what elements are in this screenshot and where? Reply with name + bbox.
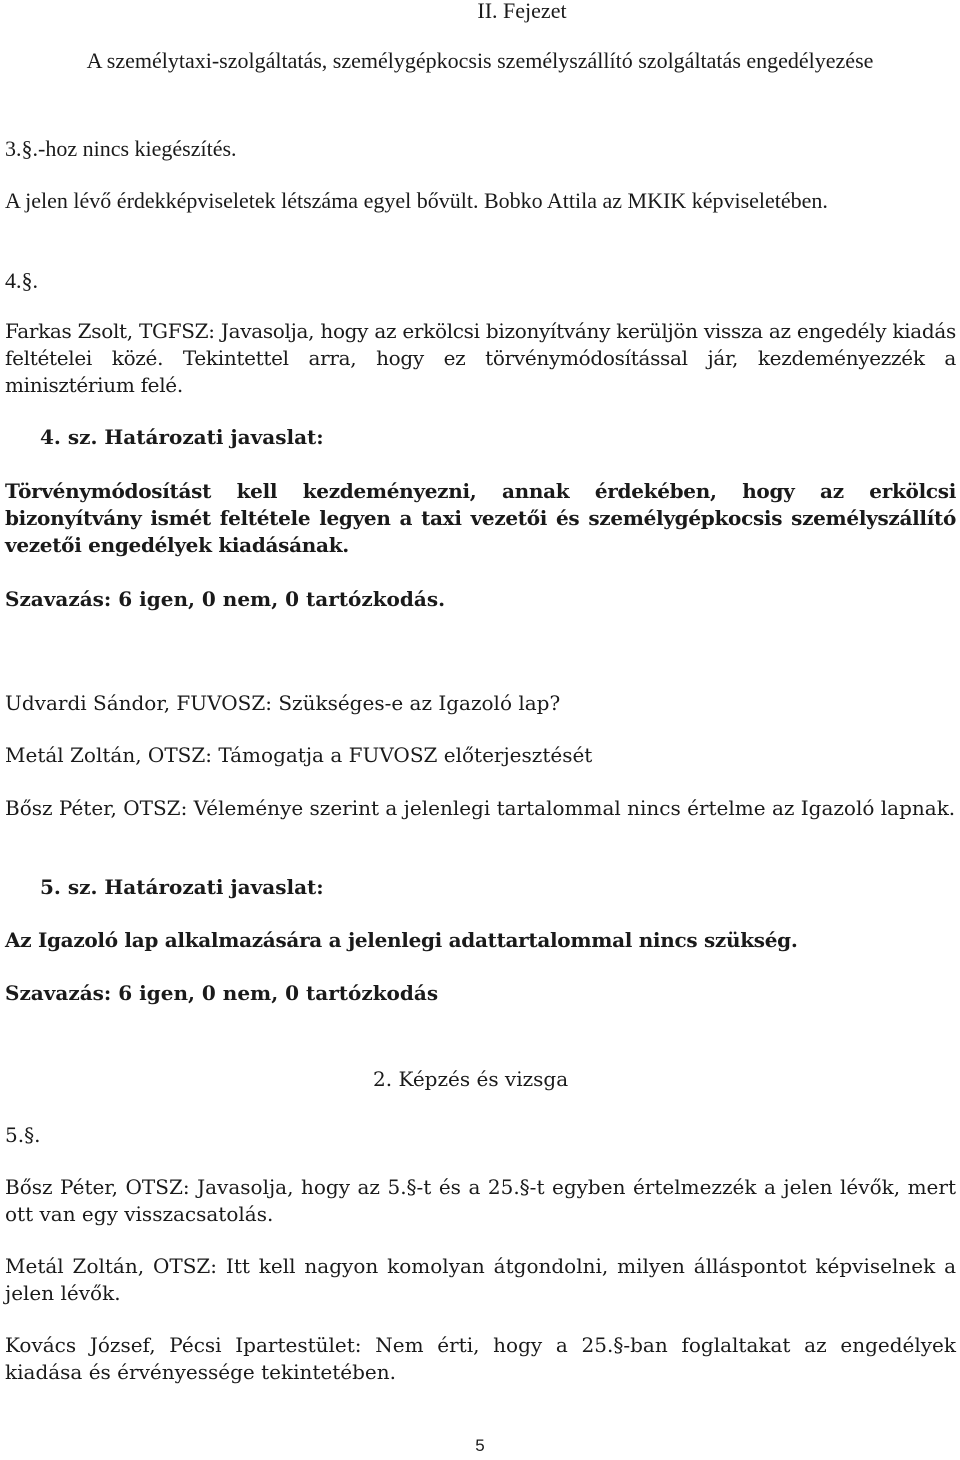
statement-metal-1: Metál Zoltán, OTSZ: Támogatja a FUVOSZ előterjesztését [5, 743, 593, 767]
resolution-5-text: Az Igazoló lap alkalmazására a jelenlegi adattartalommal nincs szükség. [5, 928, 798, 952]
statement-bosz-2: Bősz Péter, OTSZ: Javasolja, hogy az 5.§-t és a 25.§-t egyben értelmezzék a jelen lévők, mert ott van egy visszacsatolás. [5, 1175, 956, 1226]
statement-udvardi: Udvardi Sándor, FUVOSZ: Szükséges-e az Igazoló lap? [5, 691, 561, 715]
statement-bosz-1: Bősz Péter, OTSZ: Véleménye szerint a jelenlegi tartalommal nincs értelme az Igazoló lapnak. [5, 796, 956, 820]
resolution-5-heading: 5. sz. Határozati javaslat: [40, 875, 324, 899]
section-3-note: 3.§.-hoz nincs kiegészítés. [5, 136, 237, 161]
statement-metal-2: Metál Zoltán, OTSZ: Itt kell nagyon komolyan átgondolni, milyen álláspontot képviselnek a jelen lévők. [5, 1254, 956, 1305]
statement-kovacs: Kovács József, Pécsi Ipartestület: Nem érti, hogy a 25.§-ban foglaltakat az engedélyek kiadása és érvényessége tekintetében. [5, 1333, 956, 1384]
resolution-4-text: Törvénymódosítást kell kezdeményezni, annak érdekében, hogy az erkölcsi bizonyítvány ismét feltétele legyen a taxi vezetői és személygépkocsis személyszállító vezetői engedélyek kiadásának. [5, 479, 956, 557]
subchapter-title: 2. Képzés és vizsga [373, 1067, 569, 1091]
section-5-heading: 5.§. [5, 1123, 41, 1147]
section-3-text: A jelen lévő érdekképviseletek létszáma egyel bővült. Bobko Attila az MKIK képviseletében. [5, 188, 828, 213]
resolution-4-heading: 4. sz. Határozati javaslat: [40, 425, 324, 449]
vote-4: Szavazás: 6 igen, 0 nem, 0 tartózkodás. [5, 587, 446, 611]
section-4-text: Farkas Zsolt, TGFSZ: Javasolja, hogy az erkölcsi bizonyítvány kerüljön vissza az engedély kiadás feltételei közé. Tekintettel arra, hogy ez törvénymódosítással jár, kezdeményezzék a minisztérium felé. [5, 319, 956, 397]
chapter-title: A személytaxi-szolgáltatás, személygépkocsis személyszállító szolgáltatás engedélyezése [86, 48, 874, 73]
page-number: 5 [475, 1436, 485, 1455]
vote-5: Szavazás: 6 igen, 0 nem, 0 tartózkodás [5, 981, 439, 1005]
section-4-heading: 4.§. [5, 268, 38, 293]
chapter-number: II. Fejezet [477, 0, 567, 23]
